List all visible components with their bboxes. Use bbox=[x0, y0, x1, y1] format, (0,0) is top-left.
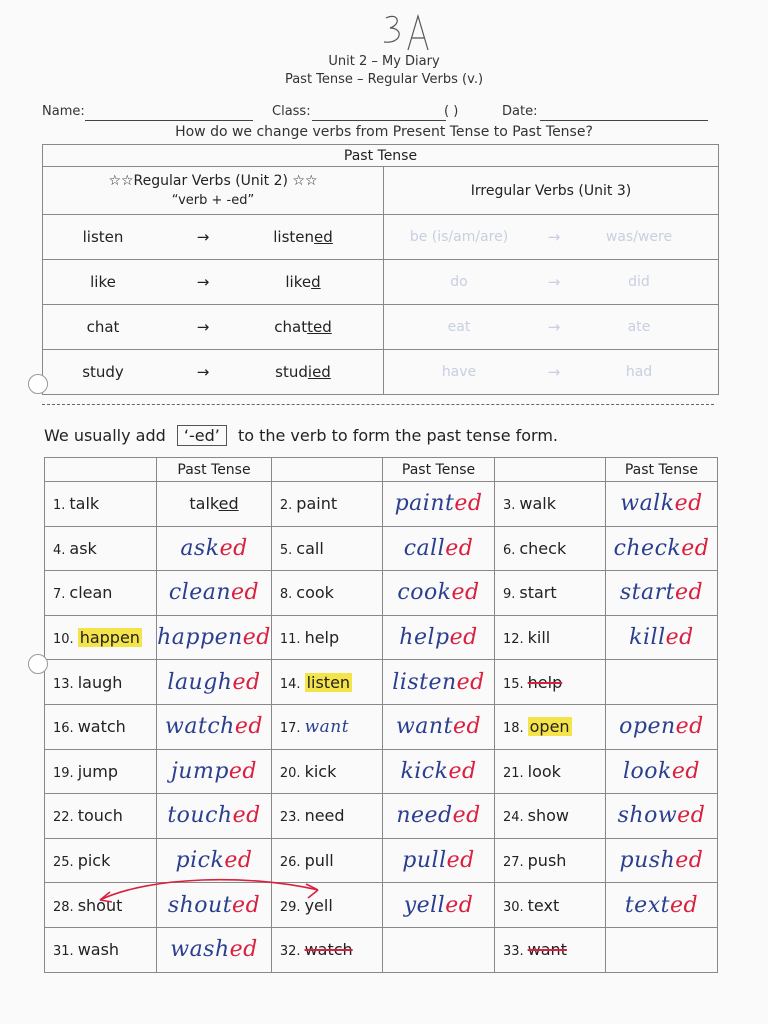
answer-suffix: ed bbox=[218, 494, 239, 514]
item-number: 11. bbox=[279, 632, 301, 648]
answer-suffix: ed bbox=[451, 580, 480, 606]
base-verb: jump bbox=[77, 761, 119, 781]
answer-suffix: ed bbox=[232, 803, 261, 829]
base-verb: start bbox=[519, 583, 557, 603]
verb-cell bbox=[494, 482, 605, 527]
item-number: 9. bbox=[502, 587, 516, 603]
regular-verbs-heading bbox=[43, 167, 384, 215]
irregular-past: had bbox=[625, 364, 653, 380]
red-swap-arrow bbox=[90, 872, 330, 906]
verb-cell bbox=[45, 704, 157, 749]
answer-suffix: ed bbox=[224, 848, 253, 874]
answer-suffix: ed bbox=[452, 803, 481, 829]
answer-stem: open bbox=[619, 714, 676, 740]
answer-stem: want bbox=[395, 714, 453, 740]
base-verb: watch bbox=[304, 940, 353, 960]
answer-suffix: ed bbox=[232, 669, 261, 695]
arrow-icon: → bbox=[196, 363, 210, 381]
answer-cell[interactable] bbox=[605, 571, 717, 616]
regular-base: study bbox=[82, 363, 124, 381]
reference-row bbox=[43, 260, 719, 305]
answer-suffix: ed bbox=[674, 580, 704, 606]
verb-cell bbox=[45, 526, 157, 571]
item-number: 20. bbox=[279, 765, 301, 781]
item-number: 10. bbox=[53, 632, 74, 648]
answer-cell[interactable] bbox=[157, 526, 272, 571]
verb-cell bbox=[494, 571, 605, 616]
verb-cell bbox=[271, 571, 382, 616]
irregular-cell bbox=[384, 260, 719, 305]
past-suffix: ed bbox=[314, 228, 333, 246]
answer-cell[interactable] bbox=[157, 571, 272, 616]
answer-cell[interactable] bbox=[605, 526, 717, 571]
irregular-base: do bbox=[450, 274, 468, 290]
answer-suffix: ed bbox=[242, 625, 271, 651]
past-suffix: d bbox=[311, 273, 321, 291]
base-verb: show bbox=[527, 806, 569, 826]
answer-cell[interactable] bbox=[157, 794, 272, 839]
item-number: 31. bbox=[53, 944, 74, 960]
answer-suffix: ed bbox=[232, 892, 261, 918]
regular-cell bbox=[43, 260, 384, 305]
item-number: 1. bbox=[53, 498, 66, 514]
irregular-cell bbox=[384, 350, 719, 395]
base-verb: happen bbox=[79, 628, 140, 648]
answer-cell[interactable] bbox=[383, 838, 495, 883]
answer-stem: jump bbox=[170, 758, 229, 784]
answer-suffix: ed bbox=[445, 892, 474, 918]
answer-suffix: ed bbox=[445, 535, 474, 561]
answer-suffix: ed bbox=[669, 892, 699, 918]
answer-stem: touch bbox=[167, 803, 233, 829]
answer-cell[interactable] bbox=[383, 571, 495, 616]
answer-cell[interactable] bbox=[383, 615, 495, 660]
base-verb: kick bbox=[304, 761, 337, 781]
past-suffix: ied bbox=[307, 363, 331, 381]
answer-stem: pull bbox=[402, 848, 447, 874]
table-row bbox=[45, 482, 718, 527]
answer-suffix: ed bbox=[452, 714, 482, 740]
answer-cell[interactable] bbox=[605, 749, 717, 794]
base-verb: open bbox=[529, 717, 570, 737]
verb-cell bbox=[45, 571, 157, 616]
answer-stem: look bbox=[622, 758, 672, 784]
answer-stem: watch bbox=[165, 714, 235, 740]
table-row bbox=[45, 749, 718, 794]
binder-hole-bottom bbox=[28, 654, 48, 674]
answer-cell[interactable] bbox=[383, 749, 495, 794]
answer-cell[interactable] bbox=[605, 615, 717, 660]
answer-stem: listen bbox=[392, 669, 457, 695]
answer-stem: check bbox=[613, 535, 682, 561]
item-number: 4. bbox=[53, 542, 66, 558]
past-suffix: ted bbox=[307, 318, 332, 336]
regular-base: listen bbox=[82, 228, 124, 246]
answer-cell[interactable] bbox=[383, 927, 495, 972]
answer-suffix: ed bbox=[675, 714, 704, 740]
verb-cell bbox=[494, 526, 605, 571]
table-row bbox=[45, 526, 718, 571]
verb-cell bbox=[45, 794, 157, 839]
item-number: 13. bbox=[53, 676, 74, 692]
instruction-after: to the verb to form the past tense form. bbox=[237, 426, 559, 445]
guiding-question: How do we change verbs from Present Tense to Past Tense? bbox=[175, 124, 593, 140]
arrow-icon: → bbox=[547, 273, 561, 291]
answer-cell[interactable] bbox=[383, 482, 495, 527]
binder-hole-top bbox=[28, 374, 48, 394]
answer-cell[interactable] bbox=[605, 794, 717, 839]
answer-stem: kill bbox=[629, 625, 666, 651]
verb-cell bbox=[271, 482, 382, 527]
table-row bbox=[45, 927, 718, 972]
item-number: 19. bbox=[53, 765, 74, 781]
date-label: Date: bbox=[502, 104, 538, 119]
instruction-line bbox=[44, 426, 558, 445]
arrow-icon: → bbox=[547, 228, 561, 246]
regular-base: like bbox=[90, 273, 116, 291]
instruction-before: We usually add bbox=[44, 426, 166, 445]
answer-suffix: ed bbox=[228, 758, 258, 784]
table-row bbox=[45, 794, 718, 839]
base-verb: ask bbox=[69, 538, 97, 558]
past-stem: like bbox=[285, 273, 312, 291]
scribble-logo bbox=[378, 10, 438, 56]
arrow-icon: → bbox=[547, 318, 561, 336]
item-number: 17. bbox=[279, 720, 301, 736]
date-field[interactable] bbox=[540, 119, 708, 121]
regular-past bbox=[243, 273, 363, 291]
col-header-3: Past Tense bbox=[605, 458, 717, 482]
item-number: 16. bbox=[53, 721, 74, 737]
base-verb: touch bbox=[77, 806, 123, 826]
reference-row bbox=[43, 350, 719, 395]
name-field[interactable] bbox=[85, 119, 253, 121]
base-verb: help bbox=[527, 672, 563, 692]
regular-past bbox=[243, 228, 363, 246]
item-number: 18. bbox=[502, 721, 524, 737]
answer-suffix: ed bbox=[449, 625, 478, 651]
base-verb: pick bbox=[77, 851, 111, 871]
item-number: 2. bbox=[279, 498, 293, 514]
base-verb: clean bbox=[69, 583, 113, 603]
answer-suffix: ed bbox=[674, 491, 703, 517]
item-number: 32. bbox=[279, 944, 301, 960]
past-stem: listen bbox=[273, 228, 315, 246]
reference-row bbox=[43, 305, 719, 350]
item-number: 28. bbox=[53, 899, 74, 915]
item-number: 29. bbox=[279, 899, 301, 915]
verb-cell bbox=[271, 794, 382, 839]
answer-cell[interactable] bbox=[157, 482, 272, 527]
answer-cell[interactable] bbox=[605, 883, 717, 928]
answer-stem: walk bbox=[620, 491, 675, 517]
ed-suffix-box: ‘-ed’ bbox=[177, 425, 227, 446]
answer-suffix: ed bbox=[234, 714, 263, 740]
verb-cell bbox=[45, 482, 157, 527]
base-verb: look bbox=[527, 761, 561, 781]
irregular-base: eat bbox=[447, 319, 471, 335]
item-number: 6. bbox=[502, 542, 516, 558]
item-number: 23. bbox=[279, 810, 301, 826]
answer-cell[interactable] bbox=[383, 704, 495, 749]
item-number: 22. bbox=[53, 810, 74, 826]
base-verb: walk bbox=[519, 494, 556, 514]
arrow-icon: → bbox=[547, 363, 561, 381]
answer-cell[interactable] bbox=[157, 749, 272, 794]
answer-cell[interactable] bbox=[605, 660, 717, 705]
answer-stem: text bbox=[624, 892, 670, 918]
answer-suffix: ed bbox=[681, 535, 710, 561]
verb-cell bbox=[271, 704, 382, 749]
irregular-cell bbox=[384, 215, 719, 260]
answer-stem: pick bbox=[175, 848, 225, 874]
answer-cell[interactable] bbox=[383, 883, 495, 928]
regular-cell bbox=[43, 350, 384, 395]
base-verb: laugh bbox=[77, 672, 123, 692]
verb-cell bbox=[494, 927, 605, 972]
answer-cell[interactable] bbox=[383, 660, 495, 705]
name-label: Name: bbox=[42, 104, 85, 119]
irregular-past: ate bbox=[627, 319, 651, 335]
col-header-2: Past Tense bbox=[383, 458, 495, 482]
answer-cell[interactable] bbox=[383, 794, 495, 839]
answer-stem: ask bbox=[180, 535, 220, 561]
past-stem: stud bbox=[275, 363, 308, 381]
answer-stem: need bbox=[396, 803, 453, 829]
answer-stem: cook bbox=[397, 580, 452, 606]
base-verb: text bbox=[527, 895, 560, 915]
regular-rule-text: “verb + -ed” bbox=[171, 192, 255, 208]
table-row bbox=[45, 660, 718, 705]
base-verb: kill bbox=[527, 628, 551, 648]
table-row bbox=[45, 615, 718, 660]
verb-cell bbox=[271, 660, 382, 705]
item-number: 14. bbox=[279, 676, 301, 692]
answer-cell[interactable] bbox=[383, 526, 495, 571]
past-stem: chat bbox=[274, 318, 308, 336]
item-number: 27. bbox=[502, 855, 524, 871]
regular-cell bbox=[43, 305, 384, 350]
base-verb: want bbox=[527, 940, 567, 960]
base-verb: call bbox=[296, 538, 324, 558]
base-verb: yell bbox=[304, 895, 333, 915]
item-number: 7. bbox=[53, 587, 66, 603]
item-number: 21. bbox=[502, 765, 524, 781]
answer-suffix: ed bbox=[448, 758, 477, 784]
answer-stem: wash bbox=[170, 937, 230, 963]
item-number: 5. bbox=[279, 542, 293, 558]
class-field[interactable] bbox=[312, 119, 446, 121]
col-header-1: Past Tense bbox=[157, 458, 272, 482]
answer-suffix: ed bbox=[454, 491, 483, 517]
section-divider bbox=[42, 404, 714, 405]
answer-stem: paint bbox=[394, 491, 455, 517]
answer-cell[interactable] bbox=[157, 660, 272, 705]
base-verb: cook bbox=[296, 583, 334, 603]
answer-suffix: ed bbox=[231, 580, 260, 606]
answer-cell[interactable] bbox=[605, 927, 717, 972]
answer-stem: push bbox=[619, 848, 676, 874]
base-verb: push bbox=[527, 851, 567, 871]
answer-stem: kick bbox=[400, 758, 449, 784]
base-verb: watch bbox=[77, 717, 126, 737]
verb-cell bbox=[271, 927, 382, 972]
verb-cell bbox=[494, 660, 605, 705]
answer-suffix: ed bbox=[219, 535, 248, 561]
base-verb: shout bbox=[77, 895, 123, 915]
item-number: 8. bbox=[279, 587, 293, 603]
answer-cell[interactable] bbox=[157, 615, 272, 660]
verb-cell bbox=[271, 749, 382, 794]
verb-cell bbox=[45, 660, 157, 705]
verb-cell bbox=[494, 794, 605, 839]
base-verb: listen bbox=[306, 672, 351, 692]
answer-cell[interactable] bbox=[605, 704, 717, 749]
irregular-past: did bbox=[628, 274, 650, 290]
irregular-cell bbox=[384, 305, 719, 350]
arrow-icon: → bbox=[196, 273, 210, 291]
unit-title: Unit 2 – My Diary bbox=[328, 54, 440, 69]
answer-cell[interactable] bbox=[157, 704, 272, 749]
answer-cell[interactable] bbox=[605, 482, 717, 527]
past-tense-reference-table bbox=[42, 144, 719, 395]
answer-stem: help bbox=[399, 625, 450, 651]
regular-past bbox=[243, 363, 363, 381]
item-number: 33. bbox=[502, 944, 524, 960]
verb-cell bbox=[271, 615, 382, 660]
verb-cell bbox=[494, 704, 605, 749]
arrow-icon: → bbox=[196, 228, 210, 246]
item-number: 15. bbox=[502, 676, 524, 692]
base-verb: check bbox=[519, 538, 567, 558]
answer-stem: call bbox=[403, 535, 446, 561]
worksheet-subtitle: Past Tense – Regular Verbs (v.) bbox=[284, 72, 484, 87]
class-label: Class: bbox=[272, 104, 311, 119]
item-number: 12. bbox=[502, 632, 524, 648]
answer-suffix: ed bbox=[665, 625, 694, 651]
table-title: Past Tense bbox=[43, 145, 719, 167]
answer-cell[interactable] bbox=[157, 927, 272, 972]
answer-suffix: ed bbox=[229, 937, 258, 963]
base-verb: pull bbox=[304, 851, 334, 871]
verb-cell bbox=[45, 749, 157, 794]
answer-stem: clean bbox=[168, 580, 232, 606]
answer-suffix: ed bbox=[677, 803, 706, 829]
class-number-paren: ( ) bbox=[444, 104, 459, 119]
answer-stem: show bbox=[617, 803, 678, 829]
base-verb: need bbox=[304, 806, 345, 826]
item-number: 3. bbox=[502, 498, 516, 514]
verb-cell bbox=[494, 883, 605, 928]
answer-suffix: ed bbox=[446, 848, 475, 874]
irregular-verbs-heading: Irregular Verbs (Unit 3) bbox=[384, 167, 719, 215]
arrow-icon: → bbox=[196, 318, 210, 336]
base-verb: help bbox=[304, 628, 340, 648]
regular-base: chat bbox=[86, 318, 120, 336]
verb-cell bbox=[45, 615, 157, 660]
base-verb: wash bbox=[77, 940, 120, 960]
answer-suffix: ed bbox=[456, 669, 485, 695]
table-row bbox=[45, 571, 718, 616]
irregular-past: was/were bbox=[605, 229, 673, 245]
item-number: 25. bbox=[53, 855, 74, 871]
regular-cell bbox=[43, 215, 384, 260]
answer-stem: happen bbox=[157, 625, 243, 651]
answer-suffix: ed bbox=[675, 848, 704, 874]
verb-cell bbox=[494, 749, 605, 794]
answer-stem: yell bbox=[403, 892, 446, 918]
base-verb: talk bbox=[69, 494, 100, 514]
answer-stem: shout bbox=[167, 892, 233, 918]
answer-stem: talk bbox=[189, 494, 219, 514]
item-number: 30. bbox=[502, 899, 524, 915]
answer-cell[interactable] bbox=[605, 838, 717, 883]
regular-past bbox=[243, 318, 363, 336]
base-verb: want bbox=[304, 716, 350, 737]
reference-row bbox=[43, 215, 719, 260]
item-number: 24. bbox=[502, 810, 524, 826]
table-row bbox=[45, 704, 718, 749]
verb-cell bbox=[45, 927, 157, 972]
base-verb: paint bbox=[296, 494, 338, 514]
verb-cell bbox=[494, 615, 605, 660]
irregular-base: be (is/am/are) bbox=[409, 229, 509, 245]
verb-cell bbox=[271, 526, 382, 571]
irregular-base: have bbox=[441, 364, 477, 380]
regular-heading-text: ☆☆Regular Verbs (Unit 2) ☆☆ bbox=[108, 172, 318, 189]
item-number: 26. bbox=[279, 855, 301, 871]
answer-suffix: ed bbox=[671, 758, 700, 784]
answer-stem: laugh bbox=[167, 669, 233, 695]
verb-cell bbox=[494, 838, 605, 883]
answer-stem: start bbox=[619, 580, 675, 606]
